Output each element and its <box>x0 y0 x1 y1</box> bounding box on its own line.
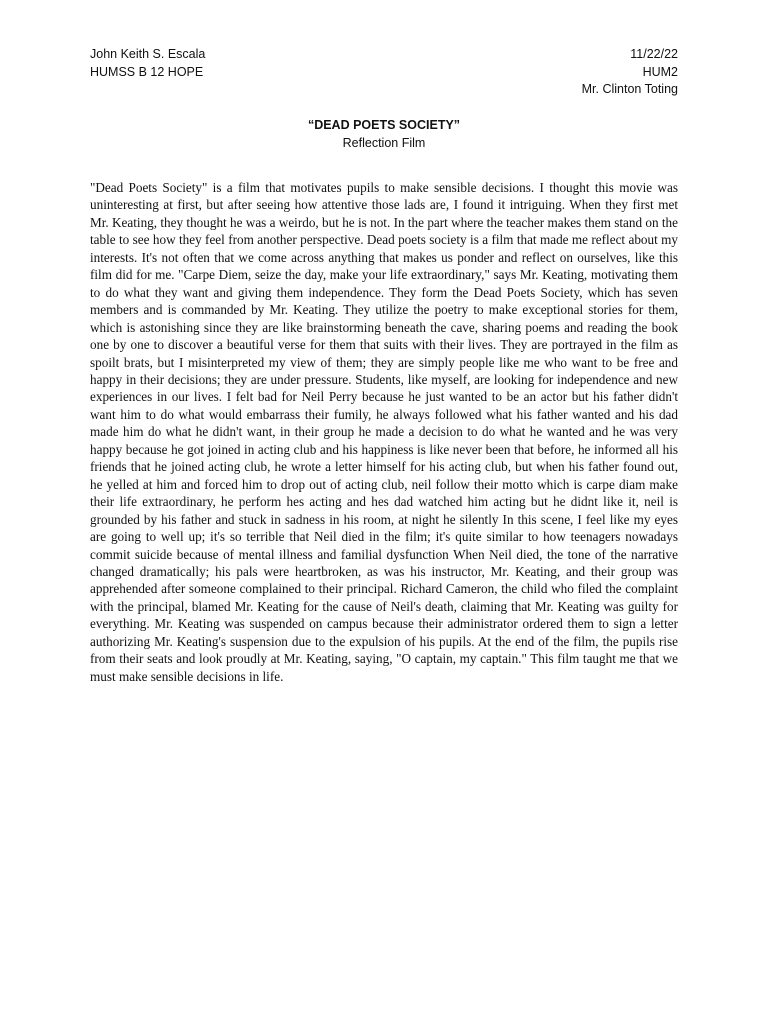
document-subtitle: Reflection Film <box>342 136 426 150</box>
student-info <box>90 46 205 81</box>
document-date: 11/22/22 <box>630 47 678 61</box>
student-section: HUMSS B 12 HOPE <box>90 64 204 79</box>
course-code: HUM2 <box>642 64 678 79</box>
title-block <box>90 116 678 152</box>
instructor-name: Mr. Clinton Toting <box>581 82 678 96</box>
student-name: John Keith S. Escala <box>90 47 206 61</box>
course-info <box>582 46 678 99</box>
document-title: “DEAD POETS SOCIETY” <box>307 118 461 132</box>
reflection-body: "Dead Poets Society" is a film that motivates pupils to make sensible decisions. I thought this movie was uninteresting at first, but after seeing how attentive those lads are, I found it intriguing. When they first met Mr. Keating, they thought he was a weirdo, but he is not. In the part where the teacher makes them stand on the table to see how they feel from another perspective. Dead poets society is a film that made me reflect about my interests. It's not often that we come across anything that makes us ponder and reflect on ourselves, like this film did for me. "Carpe Diem, seize the day, make your life extraordinary," says Mr. Keating, motivating them to do what they want and giving them independence. They form the Dead Poets Society, which has seven members and is commanded by Mr. Keating. They utilize the poetry to make exceptional stories for them, which is astonishing since they are like brainstorming beneath the cave, sharing poems and reading the book one by one to discover a beautiful verse for them that suits with their lives. They are portrayed in the film as spoilt brats, but I misinterpreted my view of them; they are simply people like me who want to be free and happy in their decisions; they are under pressure. Students, like myself, are looking for independence and new experiences in our lives. I felt bad for Neil Perry because he just wanted to be an actor but his father didn't want him to do what would embarrass their fumily, he always followed what his father wanted and his dad made him do what he didn't want, in their group he made a decision to do what he wanted and he was very happy because he got joined in acting club and his happiness is like never been that before, he informed all his friends that he joined acting club, he wrote a letter himself for his acting club, but when his father found out, he yelled at him and forced him to drop out of acting club, neil follow their motto which is carpe diam make their life extraordinary, he perform hes acting and hes dad watched him acting but he didnt like it, neil is grounded by his father and stuck in sadness in his room, at night he silently In this scene, I feel like my eyes are going to well up; it's so terrible that Neil died in the film; it's quite similar to how teenagers nowadays commit suicide because of mental illness and familial dysfunction When Neil died, the tone of the narrative changed dramatically; his pals were heartbroken, as was his instructor, Mr. Keating, and their group was apprehended after someone complained to their principal. Richard Cameron, the child who filed the complaint with the principal, blamed Mr. Keating for the cause of Neil's death, claiming that Mr. Keating was guilty for everything. Mr. Keating was suspended on campus because their administrator ordered them to sign a letter authorizing Mr. Keating's suspension due to the expulsion of his pupils. At the end of the film, the pupils rise from their seats and look proudly at Mr. Keating, saying, "O captain, my captain." This film taught me that we must make sensible decisions in life. <box>90 180 678 684</box>
